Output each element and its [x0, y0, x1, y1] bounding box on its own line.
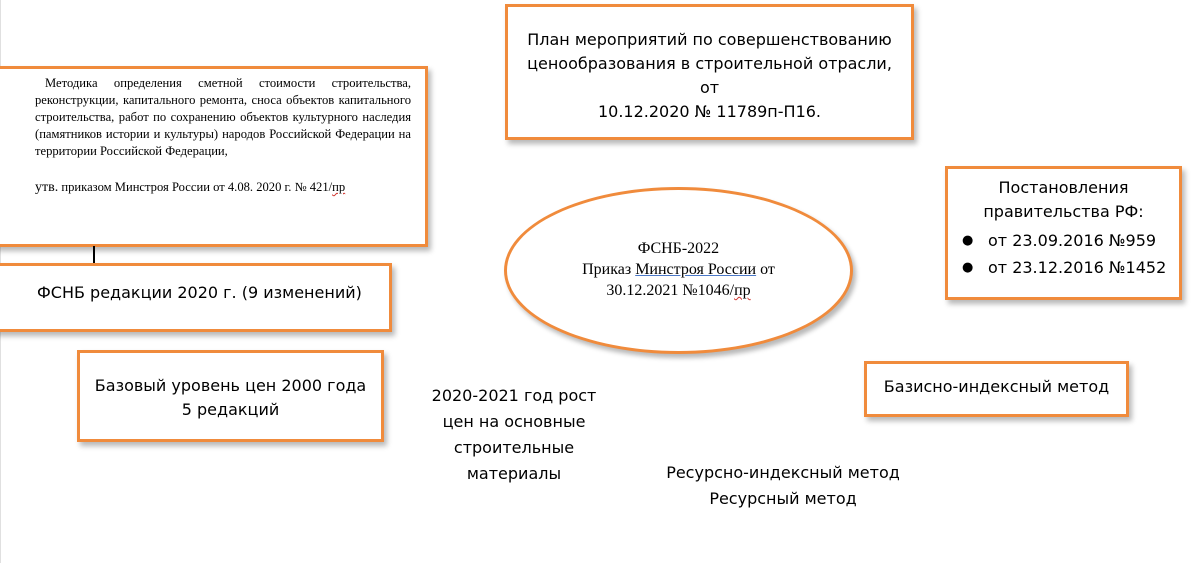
resolutions-box[interactable] [945, 166, 1182, 300]
plan-line-1: План мероприятий по совершенствованию [527, 30, 892, 49]
fsnb-2022-order-date [507, 280, 850, 301]
resource-index-method: Ресурсно-индексный метод [666, 463, 900, 482]
price-growth-line-2: цен на основные [442, 412, 586, 431]
price-growth-line-4: материалы [466, 464, 562, 483]
bullet-icon: ● [962, 233, 974, 248]
fsnb-2020-text: ФСНБ редакции 2020 г. (9 изменений) [37, 283, 362, 302]
fsnb-2022-oval[interactable] [504, 187, 853, 354]
plan-line-3: 10.12.2020 № 11789п-П16. [597, 102, 822, 121]
fsnb-2022-title: ФСНБ-2022 [637, 240, 720, 257]
price-growth-line-3: строительные [453, 438, 575, 457]
approval-suffix: пр [332, 180, 346, 194]
order-number-suffix: пр [734, 282, 751, 299]
plan-box[interactable] [505, 4, 914, 140]
price-growth-line-1: 2020-2021 год рост [431, 386, 597, 405]
methodology-box[interactable] [0, 66, 428, 247]
fsnb-2022-text [507, 238, 850, 301]
base-level-text [80, 374, 381, 422]
order-number: 30.12.2021 №1046/ [606, 282, 735, 299]
order-prefix: Приказ [582, 261, 636, 278]
bullet-icon: ● [962, 260, 974, 275]
methodology-text: Методика определения сметной стоимости строительства, реконструкции, капитального ремонта, сноса объектов капитального строительства, работ по сохранению объектов культурного наследия (памятников истории и культуры) народов Российской Федерации на территории Российской Федерации, [35, 76, 411, 158]
plan-line-2: ценообразования в строительной отрасли, от [527, 54, 892, 97]
methodology-approval [35, 179, 411, 196]
basis-index-method-box[interactable] [864, 361, 1129, 417]
ministry-link[interactable]: Минстроя России [635, 261, 757, 278]
resolutions-title-line-1: Постановления [998, 178, 1129, 197]
approval-text: приказом Минстроя России от 4.08. 2020 г. № 421/ [61, 180, 333, 194]
resolutions-title [948, 176, 1179, 224]
resolutions-list [962, 227, 1166, 281]
plan-text [518, 28, 901, 124]
resolution-date: от 23.12.2016 №1452 [988, 258, 1167, 277]
basis-index-method-text: Базисно-индексный метод [883, 377, 1110, 396]
fsnb-2022-order [507, 259, 850, 280]
price-growth-text[interactable] [426, 383, 602, 487]
approval-prefix: утв. [35, 180, 59, 195]
base-level-line-2: 5 редакций [181, 400, 280, 419]
resolutions-list-item [962, 254, 1166, 281]
resolution-date: от 23.09.2016 №959 [988, 231, 1157, 250]
order-suffix: от [756, 261, 775, 278]
resolutions-title-line-2: правительства РФ: [983, 202, 1144, 221]
resolutions-list-item [962, 227, 1166, 254]
fsnb-2020-box[interactable] [0, 263, 392, 332]
base-level-line-1: Базовый уровень цен 2000 года [94, 376, 367, 395]
resource-method: Ресурсный метод [709, 489, 857, 508]
base-level-box[interactable] [77, 350, 384, 442]
resource-methods-text[interactable] [660, 460, 906, 512]
